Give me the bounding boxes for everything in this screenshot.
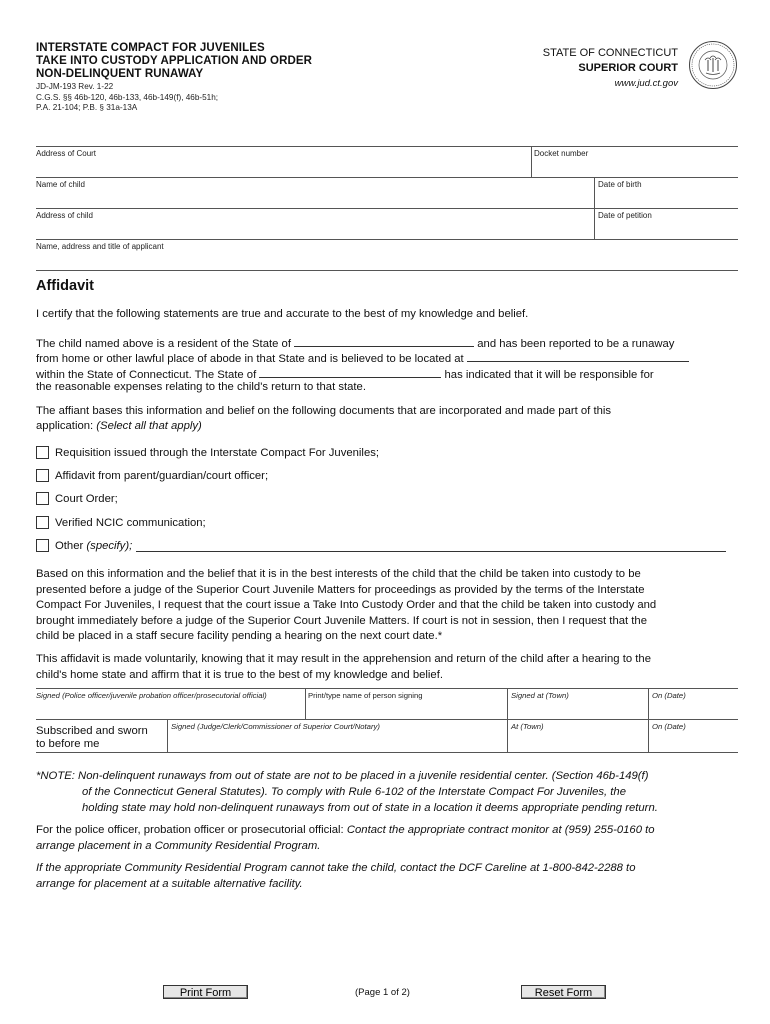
print-form-button[interactable]: Print Form (163, 985, 248, 999)
statutes-line-2: P.A. 21-104; P.B. § 31a-13A (36, 103, 138, 112)
court-website: www.jud.ct.gov (614, 78, 678, 89)
option-court-order[interactable]: Court Order; (36, 492, 118, 505)
bases-line-1: The affiant bases this information and belief on the following documents that are incorporated and made part of this (36, 405, 612, 417)
police-instructions: For the police officer, probation officer or prosecutorial official: Contact the appropriate contract monitor at (959) 255-0160 to arrange placement in a Community Residential Program. (36, 824, 655, 852)
grid-divider (531, 146, 532, 177)
residency-line-2: from home or other lawful place of abode in that State and is believed to be located at (36, 349, 736, 368)
page-number: (Page 1 of 2) (355, 987, 410, 998)
grid-line (36, 239, 738, 240)
sig-line-top (36, 688, 738, 689)
signed-at-town-field[interactable]: Signed at (Town) (511, 691, 569, 700)
grid-line (36, 208, 738, 209)
residency-line-4: the reasonable expenses relating to the child's return to that state. (36, 381, 366, 393)
residency-line-3: within the State of Connecticut. The State of has indicated that it will be responsible for (36, 365, 736, 384)
option-ncic[interactable]: Verified NCIC communication; (36, 516, 206, 529)
certify-statement: I certify that the following statements are true and accurate to the best of my knowledge and belief. (36, 308, 529, 320)
located-at-input[interactable] (467, 349, 689, 362)
affidavit-checkbox[interactable] (36, 469, 49, 482)
officer-signature-field[interactable]: Signed (Police officer/juvenile probation officer/prosecutorial official) (36, 691, 267, 700)
court-name: SUPERIOR COURT (578, 62, 678, 74)
dcf-instructions: If the appropriate Community Residential Program cannot take the child, contact the DCF Careline at 1-800-842-2288 to arrange for placement at a suitable alternative facility. (36, 862, 636, 890)
voluntary-paragraph: This affidavit is made voluntarily, knowing that it may result in the apprehension and return of the child after a hearing to the child's home state and affirm that it is true to the best of my knowledge and belief. (36, 653, 651, 681)
applicant-field[interactable]: Name, address and title of applicant (36, 242, 164, 251)
option-other[interactable]: Other (specify); (36, 539, 726, 552)
grid-line (36, 270, 738, 271)
responsible-state-input[interactable] (259, 365, 441, 378)
sig-divider (507, 688, 508, 752)
address-of-court-field[interactable]: Address of Court (36, 149, 97, 158)
form-number: JD-JM-193 Rev. 1-22 (36, 82, 114, 91)
other-specify-input[interactable] (136, 539, 726, 552)
state-name: STATE OF CONNECTICUT (542, 47, 678, 59)
sig-divider (305, 688, 306, 719)
bases-line-2: application: (Select all that apply) (36, 420, 202, 432)
ncic-checkbox[interactable] (36, 516, 49, 529)
sig-divider (167, 719, 168, 752)
date-of-birth-field[interactable]: Date of birth (598, 180, 642, 189)
name-of-child-field[interactable]: Name of child (36, 180, 85, 189)
print-name-field[interactable]: Print/type name of person signing (308, 691, 423, 700)
statutes-line-1: C.G.S. §§ 46b-120, 46b-133, 46b-149(f), 46b-51h; (36, 92, 219, 102)
form-title: INTERSTATE COMPACT FOR JUVENILES TAKE INTO CUSTODY APPLICATION AND ORDER NON-DELINQUENT RUNAWAY (36, 42, 313, 80)
note-paragraph: *NOTE: Non-delinquent runaways from out of state are not to be placed in a juvenile residential center. (Section 46b-149(f) of the Connecticut General Statutes). To comply with Rule 6-102 of the Interstate Compact For Juveniles, the holding state may hold non-delinquent runaways from out of state in a location it deems appropriate pending return. (36, 770, 658, 814)
grid-divider (594, 177, 595, 239)
residency-line-1: The child named above is a resident of the State of and has been reported to be a runaway (36, 334, 736, 353)
affidavit-heading: Affidavit (36, 278, 94, 294)
request-paragraph: Based on this information and the belief that it is in the best interests of the child that the child be taken into custody to be presented before a judge of the Superior Court Juvenile Matters for proceedings as provided by the terms of the Interstate Compact For Juveniles, I request that the court issue a Take Into Custody Order and that the child be taken into custody and brought immediately before a judge of the Superior Court Juvenile Matters. If court is not in session, then I request that the child be placed in a staff secure facility pending a hearing on the next court date.* (36, 568, 657, 642)
reset-form-button[interactable]: Reset Form (521, 985, 606, 999)
option-requisition[interactable]: Requisition issued through the Interstate Compact For Juveniles; (36, 446, 379, 459)
court-order-checkbox[interactable] (36, 492, 49, 505)
sworn-on-date-field[interactable]: On (Date) (652, 722, 686, 731)
date-of-petition-field[interactable]: Date of petition (598, 211, 652, 220)
sig-line (36, 719, 738, 720)
state-seal-icon (688, 40, 738, 90)
other-checkbox[interactable] (36, 539, 49, 552)
sig-line-bottom (36, 752, 738, 753)
option-affidavit[interactable]: Affidavit from parent/guardian/court officer; (36, 469, 268, 482)
requisition-checkbox[interactable] (36, 446, 49, 459)
grid-line-top (36, 146, 738, 147)
signed-on-date-field[interactable]: On (Date) (652, 691, 686, 700)
docket-number-field[interactable]: Docket number (534, 149, 589, 158)
sig-divider (648, 688, 649, 752)
court-identity (543, 46, 678, 91)
form-meta (36, 82, 218, 114)
resident-state-input[interactable] (294, 334, 474, 347)
sworn-at-town-field[interactable]: At (Town) (511, 722, 544, 731)
address-of-child-field[interactable]: Address of child (36, 211, 93, 220)
subscribed-label: Subscribed and sworn to before me (36, 725, 148, 750)
judge-signature-field[interactable]: Signed (Judge/Clerk/Commissioner of Superior Court/Notary) (171, 722, 380, 731)
grid-line (36, 177, 738, 178)
